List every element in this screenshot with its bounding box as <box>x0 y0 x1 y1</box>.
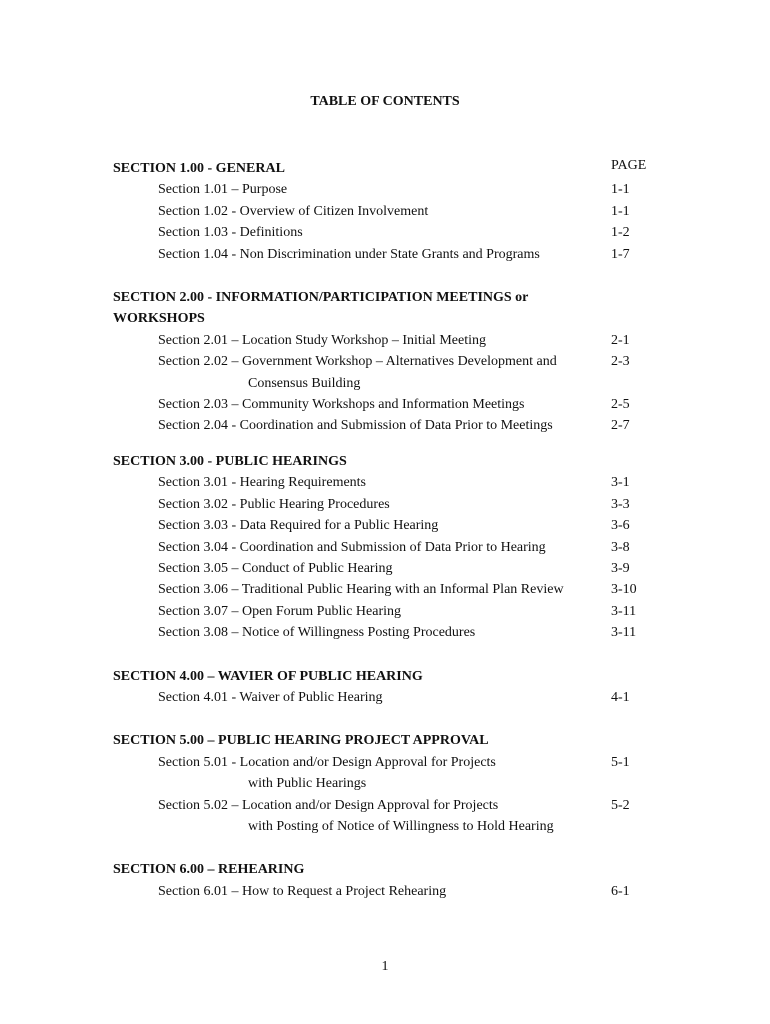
toc-entry <box>113 351 673 394</box>
toc-section <box>113 158 673 265</box>
toc-entry <box>113 394 673 415</box>
entry-label: Section 2.02 – Government Workshop – Alternatives Development and <box>158 354 557 370</box>
entry-page: 3-11 <box>611 625 637 641</box>
toc-entry <box>113 579 673 600</box>
section-heading: SECTION 2.00 - INFORMATION/PARTICIPATION MEETINGS or WORKSHOPS <box>113 290 529 327</box>
entry-label: Section 2.01 – Location Study Workshop – Initial Meeting <box>158 332 486 348</box>
entry-page: 5-1 <box>611 754 630 770</box>
entry-label: Section 2.03 – Community Workshops and Information Meetings <box>158 397 525 413</box>
entry-label: Section 5.02 – Location and/or Design Approval for Projects <box>158 797 499 813</box>
entry-label: Section 1.03 - Definitions <box>158 225 303 241</box>
toc-entry <box>113 601 673 622</box>
toc-entry <box>113 687 673 708</box>
section-heading: SECTION 5.00 – PUBLIC HEARING PROJECT APPROVAL <box>113 733 489 749</box>
entry-label: Section 3.04 - Coordination and Submission of Data Prior to Hearing <box>158 539 546 555</box>
toc-entry <box>113 415 673 436</box>
entry-label: Section 3.06 – Traditional Public Hearing with an Informal Plan Review <box>158 582 564 598</box>
toc-entry <box>113 752 673 795</box>
entry-page: 1-7 <box>611 246 630 262</box>
entry-label: Section 5.01 - Location and/or Design Approval for Projects <box>158 754 496 770</box>
entry-label: Section 3.07 – Open Forum Public Hearing <box>158 603 402 619</box>
entry-label-continuation: with Posting of Notice of Willingness to Hold Hearing <box>248 818 554 834</box>
spacer <box>113 708 673 730</box>
table-of-contents <box>113 158 673 902</box>
entry-page: 4-1 <box>611 689 630 705</box>
entry-label: Section 3.08 – Notice of Willingness Posting Procedures <box>158 625 476 641</box>
entry-label: Section 1.04 - Non Discrimination under State Grants and Programs <box>158 246 540 262</box>
entry-page: 2-5 <box>611 397 630 413</box>
toc-entry <box>113 179 673 200</box>
toc-entry <box>113 222 673 243</box>
toc-section <box>113 730 673 837</box>
toc-section <box>113 859 673 902</box>
toc-entry <box>113 515 673 536</box>
toc-entry <box>113 472 673 493</box>
section-heading: SECTION 6.00 – REHEARING <box>113 862 305 878</box>
toc-entry <box>113 537 673 558</box>
spacer <box>113 437 673 451</box>
entry-page: 2-1 <box>611 332 630 348</box>
entry-page: 1-1 <box>611 182 630 198</box>
entry-page: 3-3 <box>611 496 630 512</box>
section-heading: SECTION 1.00 - GENERAL <box>113 161 285 176</box>
page-number: 1 <box>381 959 389 974</box>
toc-entry <box>113 622 673 643</box>
toc-entry <box>113 494 673 515</box>
entry-label: Section 2.04 - Coordination and Submission of Data Prior to Meetings <box>158 418 553 434</box>
section-heading: SECTION 4.00 – WAVIER OF PUBLIC HEARING <box>113 668 423 684</box>
page-title: TABLE OF CONTENTS <box>310 94 460 109</box>
entry-page: 2-3 <box>611 354 630 370</box>
toc-entry <box>113 244 673 265</box>
entry-page: 3-11 <box>611 603 637 619</box>
entry-page: 2-7 <box>611 418 630 434</box>
section-heading: SECTION 3.00 - PUBLIC HEARINGS <box>113 453 347 469</box>
entry-label-continuation: Consensus Building <box>248 375 361 391</box>
toc-section <box>113 287 673 437</box>
page-column-header: PAGE <box>611 158 647 173</box>
spacer <box>113 644 673 666</box>
toc-section <box>113 451 673 644</box>
toc-entry <box>113 881 673 902</box>
toc-entry <box>113 558 673 579</box>
spacer <box>113 837 673 859</box>
toc-entry <box>113 201 673 222</box>
entry-label-continuation: with Public Hearings <box>248 776 367 792</box>
entry-page: 3-8 <box>611 539 630 555</box>
entry-page: 1-2 <box>611 225 630 241</box>
toc-entry <box>113 795 673 838</box>
entry-label: Section 1.02 - Overview of Citizen Involvement <box>158 203 429 219</box>
entry-label: Section 3.02 - Public Hearing Procedures <box>158 496 390 512</box>
entry-label: Section 3.05 – Conduct of Public Hearing <box>158 560 393 576</box>
entry-label: Section 3.01 - Hearing Requirements <box>158 475 367 491</box>
spacer <box>113 265 673 287</box>
entry-page: 3-9 <box>611 560 630 576</box>
entry-label: Section 1.01 – Purpose <box>158 182 288 198</box>
entry-page: 6-1 <box>611 883 630 899</box>
entry-page: 3-6 <box>611 518 630 534</box>
toc-section <box>113 666 673 709</box>
entry-page: 1-1 <box>611 203 630 219</box>
entry-page: 5-2 <box>611 797 630 813</box>
toc-entry <box>113 330 673 351</box>
entry-label: Section 3.03 - Data Required for a Public Hearing <box>158 518 439 534</box>
entry-page: 3-10 <box>611 582 637 598</box>
entry-label: Section 6.01 – How to Request a Project Rehearing <box>158 883 447 899</box>
entry-label: Section 4.01 - Waiver of Public Hearing <box>158 689 383 705</box>
entry-page: 3-1 <box>611 475 630 491</box>
